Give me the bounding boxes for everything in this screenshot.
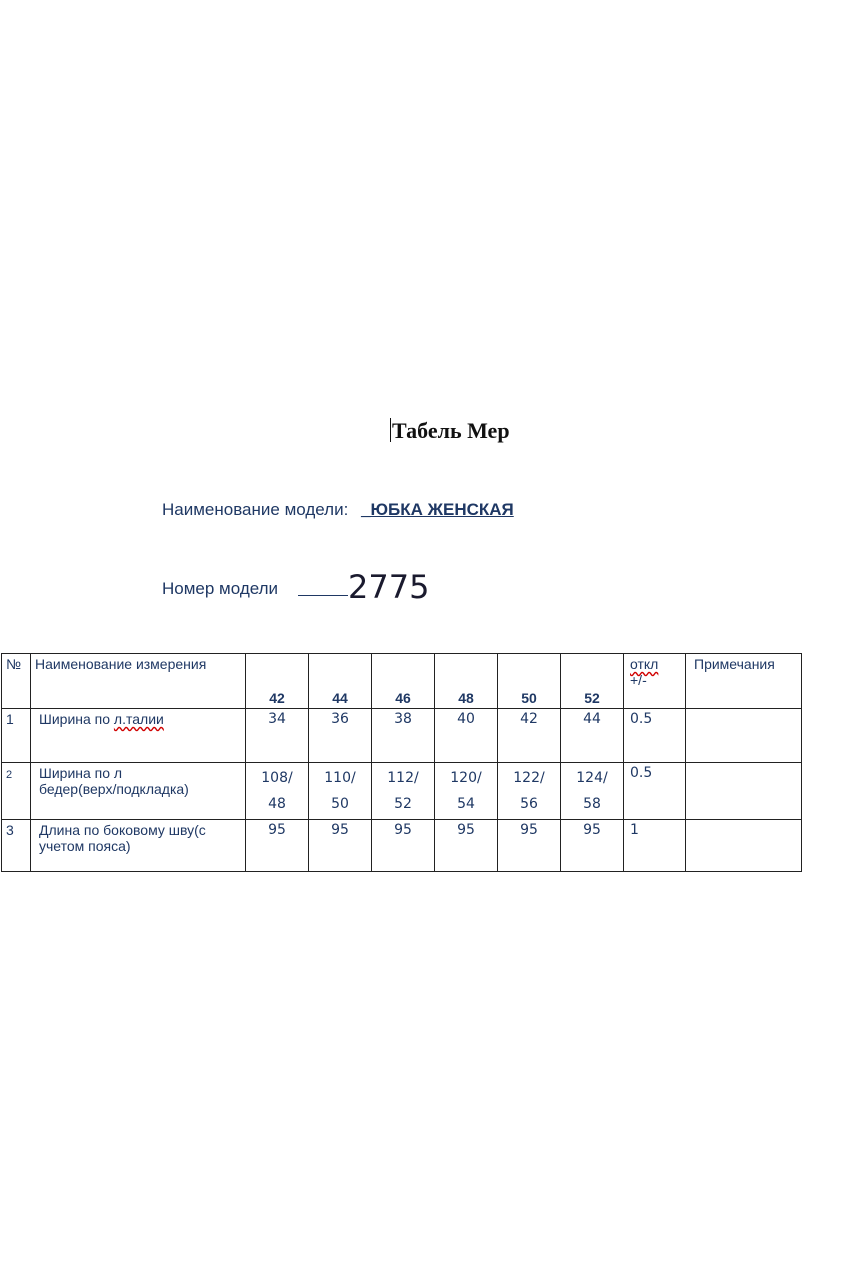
row-note xyxy=(686,763,802,820)
row-name-prefix: Ширина по xyxy=(39,711,114,727)
value-top: 112/ xyxy=(387,770,419,786)
row-name-marked: л.талии xyxy=(113,711,164,727)
header-size: 50 xyxy=(498,654,561,709)
row-note xyxy=(686,709,802,763)
row-value: 42 xyxy=(498,709,561,763)
value-top: 120/ xyxy=(450,770,482,786)
value-bottom: 56 xyxy=(520,796,538,812)
row-name-line2: учетом пояса) xyxy=(39,838,131,854)
row-value xyxy=(561,763,624,820)
title-text: Табель Мер xyxy=(392,418,510,443)
row-note xyxy=(686,820,802,872)
row-name xyxy=(31,820,246,872)
row-name xyxy=(31,763,246,820)
table-header-row xyxy=(2,654,802,709)
row-no: 3 xyxy=(2,820,31,872)
table-row xyxy=(2,763,802,820)
text-cursor xyxy=(390,418,391,442)
row-value: 95 xyxy=(309,820,372,872)
value-bottom: 54 xyxy=(457,796,475,812)
row-name-line1: Длина по боковому шву(с xyxy=(39,822,206,838)
model-name-line xyxy=(162,500,514,520)
row-name-line2: бедер(верх/подкладка) xyxy=(39,781,189,797)
value-bottom: 48 xyxy=(268,796,286,812)
row-value: 95 xyxy=(372,820,435,872)
row-no: 2 xyxy=(2,763,31,820)
row-value: 95 xyxy=(246,820,309,872)
header-size: 42 xyxy=(246,654,309,709)
row-tolerance: 0.5 xyxy=(624,763,686,820)
row-value xyxy=(372,763,435,820)
row-value: 95 xyxy=(435,820,498,872)
measurements-table xyxy=(1,653,802,872)
header-tolerance-line2: +/- xyxy=(630,672,647,688)
page-title xyxy=(390,418,510,444)
value-bottom: 52 xyxy=(394,796,412,812)
row-value xyxy=(309,763,372,820)
value-top: 124/ xyxy=(576,770,608,786)
model-number-line xyxy=(162,568,429,606)
model-name-value: _ЮБКА ЖЕНСКАЯ xyxy=(361,500,514,519)
row-value xyxy=(498,763,561,820)
header-tolerance xyxy=(624,654,686,709)
model-name-label: Наименование модели: xyxy=(162,500,349,519)
model-number-label: Номер модели xyxy=(162,579,279,598)
table-row xyxy=(2,709,802,763)
header-size: 46 xyxy=(372,654,435,709)
model-number-underline xyxy=(298,595,348,596)
header-tolerance-line1: откл xyxy=(630,656,659,672)
row-value: 44 xyxy=(561,709,624,763)
row-value: 36 xyxy=(309,709,372,763)
value-bottom: 58 xyxy=(583,796,601,812)
header-notes: Примечания xyxy=(686,654,802,709)
row-value: 95 xyxy=(498,820,561,872)
row-value: 40 xyxy=(435,709,498,763)
row-tolerance: 1 xyxy=(624,820,686,872)
model-number-value: 2775 xyxy=(348,568,430,606)
header-size: 52 xyxy=(561,654,624,709)
table-row xyxy=(2,820,802,872)
header-size: 48 xyxy=(435,654,498,709)
row-name-line1: Ширина по л xyxy=(39,765,123,781)
row-value: 34 xyxy=(246,709,309,763)
value-top: 122/ xyxy=(513,770,545,786)
row-value xyxy=(246,763,309,820)
row-no: 1 xyxy=(2,709,31,763)
row-value: 38 xyxy=(372,709,435,763)
value-bottom: 50 xyxy=(331,796,349,812)
value-top: 110/ xyxy=(324,770,356,786)
value-top: 108/ xyxy=(261,770,293,786)
header-size: 44 xyxy=(309,654,372,709)
row-value: 95 xyxy=(561,820,624,872)
row-name xyxy=(31,709,246,763)
header-no: № xyxy=(2,654,31,709)
row-value xyxy=(435,763,498,820)
row-tolerance: 0.5 xyxy=(624,709,686,763)
header-name: Наименование измерения xyxy=(31,654,246,709)
